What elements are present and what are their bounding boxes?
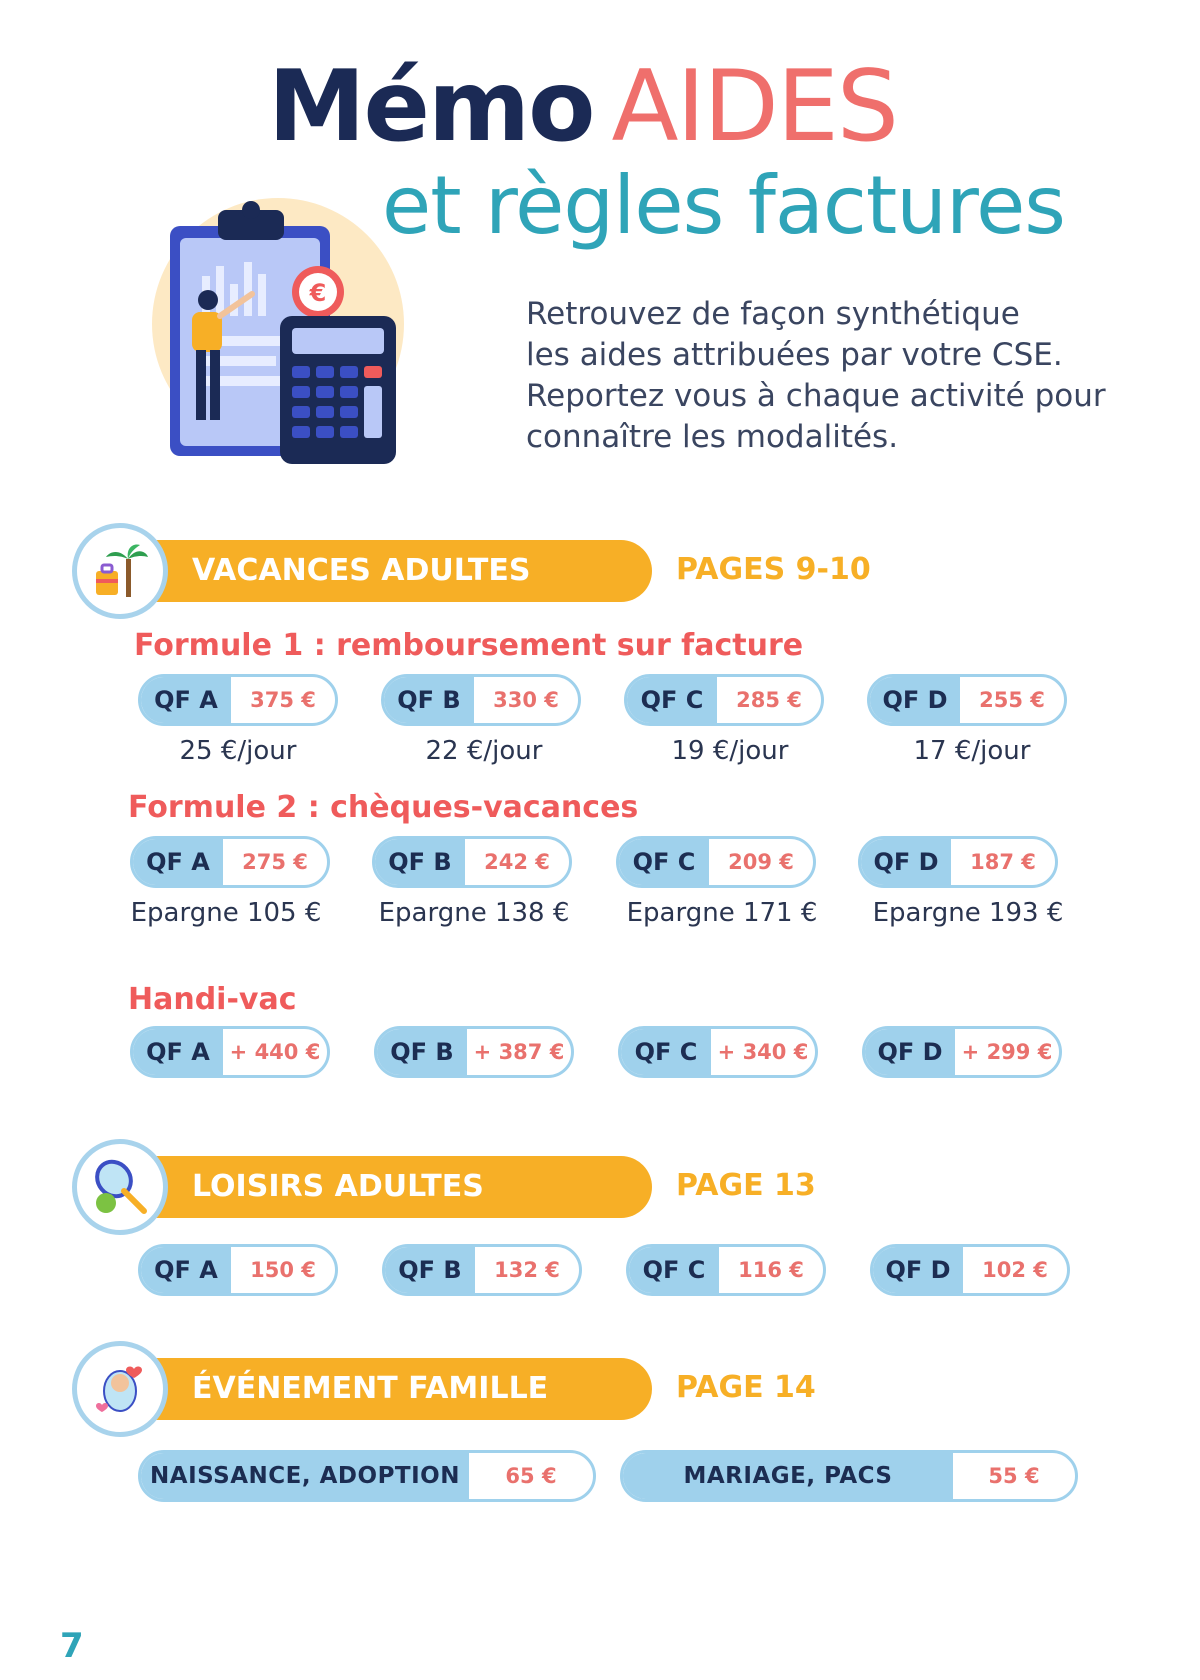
qf-value: 209 €: [728, 850, 794, 874]
family-value: 55 €: [988, 1464, 1040, 1488]
family-value: 65 €: [505, 1464, 557, 1488]
epargne-note: Epargne 193 €: [872, 898, 1064, 928]
qf-pill: [626, 1244, 826, 1296]
qf-label: QF C: [627, 677, 717, 723]
section-bar-loisirs: [110, 1156, 652, 1218]
qf-pill: [867, 674, 1067, 726]
qf-value: 375 €: [250, 688, 316, 712]
formule2-title: Formule 2 : chèques-vacances: [128, 790, 639, 825]
family-label: NAISSANCE, ADOPTION: [141, 1453, 469, 1499]
intro-line: Reportez vous à chaque activité pour: [526, 378, 1106, 414]
qf-value: 187 €: [970, 850, 1036, 874]
qf-pill: [374, 1026, 574, 1078]
section-title-famille: ÉVÉNEMENT FAMILLE: [192, 1371, 549, 1406]
qf-pill: [862, 1026, 1062, 1078]
qf-value: 132 €: [494, 1258, 560, 1282]
qf-label: QF C: [629, 1247, 719, 1293]
qf-pill: [616, 836, 816, 888]
page-subtitle: et règles factures: [382, 159, 1065, 252]
qf-value: 330 €: [493, 688, 559, 712]
qf-label: QF A: [133, 839, 223, 885]
qf-value: 116 €: [738, 1258, 804, 1282]
qf-value: 275 €: [242, 850, 308, 874]
qf-value: + 387 €: [473, 1040, 565, 1064]
page-title: [268, 50, 897, 164]
per-day-note: 19 €/jour: [671, 736, 789, 766]
qf-label: QF B: [377, 1029, 467, 1075]
qf-value: + 340 €: [717, 1040, 809, 1064]
qf-pill: [624, 674, 824, 726]
section-bar-famille: [110, 1358, 652, 1420]
baby-hearts-icon: [72, 1341, 168, 1437]
qf-label: QF B: [384, 677, 474, 723]
clipboard-calculator-illustration: [140, 196, 440, 476]
qf-pill: [372, 836, 572, 888]
qf-value: + 440 €: [229, 1040, 321, 1064]
qf-value: 242 €: [484, 850, 550, 874]
qf-label: QF B: [375, 839, 465, 885]
epargne-note: Epargne 105 €: [130, 898, 322, 928]
qf-pill: [382, 1244, 582, 1296]
qf-value: + 299 €: [961, 1040, 1053, 1064]
famille-page-ref: PAGE 14: [676, 1370, 816, 1405]
per-day-note: 25 €/jour: [179, 736, 297, 766]
page-number: 7: [60, 1626, 84, 1666]
epargne-note: Epargne 138 €: [378, 898, 570, 928]
per-day-note: 17 €/jour: [913, 736, 1031, 766]
intro-line: connaître les modalités.: [526, 419, 899, 455]
loisirs-page-ref: PAGE 13: [676, 1168, 816, 1203]
family-label: MARIAGE, PACS: [623, 1453, 953, 1499]
qf-label: QF D: [861, 839, 951, 885]
title-aides: AIDES: [611, 50, 897, 164]
intro-line: les aides attribuées par votre CSE.: [526, 337, 1063, 373]
formule1-title: Formule 1 : remboursement sur facture: [134, 628, 804, 663]
per-day-note: 22 €/jour: [425, 736, 543, 766]
qf-label: QF D: [865, 1029, 955, 1075]
qf-pill: [138, 1244, 338, 1296]
euro-icon: €: [309, 279, 327, 307]
qf-pill: [618, 1026, 818, 1078]
epargne-note: Epargne 171 €: [626, 898, 818, 928]
tennis-racket-icon: [72, 1139, 168, 1235]
section-title-loisirs: LOISIRS ADULTES: [192, 1169, 484, 1204]
qf-value: 255 €: [979, 688, 1045, 712]
handivac-title: Handi-vac: [128, 982, 297, 1017]
qf-pill: [858, 836, 1058, 888]
palm-suitcase-icon: [72, 523, 168, 619]
family-pill: [620, 1450, 1078, 1502]
intro-line: Retrouvez de façon synthétique: [526, 296, 1020, 332]
title-memo: Mémo: [268, 50, 594, 164]
section-bar-vacances: [110, 540, 652, 602]
qf-label: QF B: [385, 1247, 475, 1293]
qf-pill: [130, 1026, 330, 1078]
qf-pill: [381, 674, 581, 726]
qf-label: QF A: [141, 1247, 231, 1293]
qf-label: QF D: [873, 1247, 963, 1293]
qf-pill: [138, 674, 338, 726]
family-pill: [138, 1450, 596, 1502]
qf-label: QF D: [870, 677, 960, 723]
vacances-page-ref: PAGES 9-10: [676, 552, 871, 587]
qf-value: 102 €: [982, 1258, 1048, 1282]
qf-value: 150 €: [250, 1258, 316, 1282]
qf-label: QF C: [619, 839, 709, 885]
section-title-vacances: VACANCES ADULTES: [192, 553, 531, 588]
qf-value: 285 €: [736, 688, 802, 712]
qf-label: QF A: [141, 677, 231, 723]
qf-pill: [870, 1244, 1070, 1296]
qf-label: QF C: [621, 1029, 711, 1075]
intro-text: [526, 294, 1146, 458]
qf-pill: [130, 836, 330, 888]
qf-label: QF A: [133, 1029, 223, 1075]
